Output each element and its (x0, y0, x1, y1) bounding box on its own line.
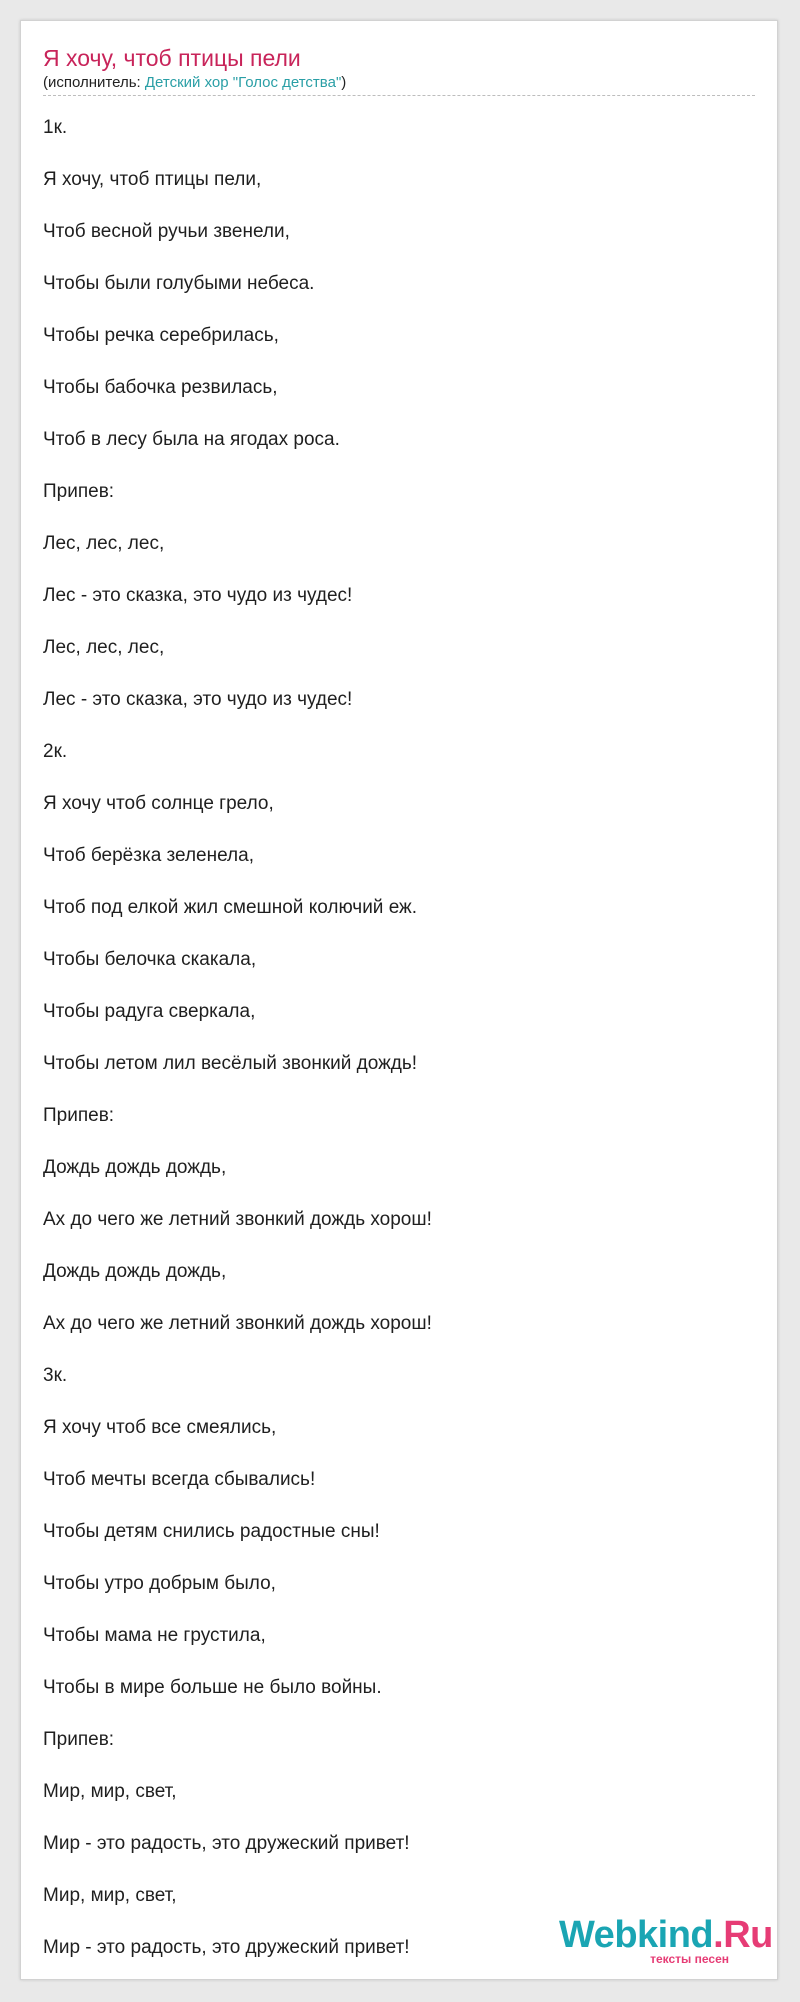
lyric-line: Чтоб берёзка зеленела, (43, 845, 254, 866)
lyric-line: Чтобы детям снились радостные сны! (43, 1521, 380, 1542)
webkind-logo (559, 1914, 773, 1967)
lyric-line: 2к. (43, 741, 68, 762)
lyric-line: Чтобы радуга сверкала, (43, 1001, 256, 1022)
logo-wordmark (559, 1915, 773, 1955)
artist-link[interactable]: Детский хор "Голос детства" (144, 74, 342, 91)
lyric-line: Лес, лес, лес, (43, 533, 165, 554)
lyric-line: Чтоб в лесу была на ягодах роса. (43, 429, 340, 450)
lyric-line: Чтоб весной ручьи звенели, (43, 221, 290, 242)
lyric-line: Чтобы белочка скакала, (43, 949, 257, 970)
lyric-line: Мир - это радость, это дружеский привет! (43, 1937, 410, 1958)
lyric-line: Чтобы мама не грустила, (43, 1625, 266, 1646)
lyric-line: Чтоб мечты всегда сбывались! (43, 1469, 316, 1490)
lyric-line: Дождь дождь дождь, (43, 1157, 227, 1178)
lyric-line: Мир, мир, свет, (43, 1781, 177, 1802)
song-header (43, 43, 755, 96)
lyric-line: Мир - это радость, это дружеский привет! (43, 1833, 410, 1854)
lyric-line: Лес - это сказка, это чудо из чудес! (43, 585, 353, 606)
lyric-line: 1к. (43, 117, 68, 138)
logo-brand: Webkind (559, 1914, 714, 1956)
lyric-line: Чтобы были голубыми небеса. (43, 273, 315, 294)
lyric-line: Ах до чего же летний звонкий дождь хорош! (43, 1313, 432, 1334)
lyric-line: Чтобы утро добрым было, (43, 1573, 276, 1594)
lyric-line: Чтобы летом лил весёлый звонкий дождь! (43, 1053, 418, 1074)
lyric-line: Чтобы в мире больше не было войны. (43, 1677, 382, 1698)
lyrics-text (43, 118, 432, 1990)
song-title: Я хочу, чтоб птицы пели (43, 45, 301, 71)
lyric-line: Я хочу чтоб солнце грело, (43, 793, 274, 814)
lyric-line: Припев: (43, 1105, 115, 1126)
logo-tagline: тексты песен (650, 1952, 729, 1966)
lyric-line: 3к. (43, 1365, 68, 1386)
lyric-line: Чтобы речка серебрилась, (43, 325, 279, 346)
lyric-line: Лес, лес, лес, (43, 637, 165, 658)
lyrics-card (20, 20, 778, 1980)
lyric-line: Лес - это сказка, это чудо из чудес! (43, 689, 353, 710)
lyric-line: Ах до чего же летний звонкий дождь хорош! (43, 1209, 432, 1230)
lyric-line: Дождь дождь дождь, (43, 1261, 227, 1282)
performer-suffix: ) (341, 74, 347, 91)
lyric-line: Припев: (43, 1729, 115, 1750)
performer-line (43, 73, 755, 93)
logo-tld: .Ru (713, 1914, 773, 1956)
lyric-line: Мир, мир, свет, (43, 1885, 177, 1906)
lyric-line: Чтобы бабочка резвилась, (43, 377, 278, 398)
lyric-line: Я хочу, чтоб птицы пели, (43, 169, 262, 190)
performer-prefix: (исполнитель: (43, 74, 145, 91)
lyric-line: Я хочу чтоб все смеялись, (43, 1417, 277, 1438)
lyric-line: Припев: (43, 481, 115, 502)
lyric-line: Чтоб под елкой жил смешной колючий еж. (43, 897, 418, 918)
